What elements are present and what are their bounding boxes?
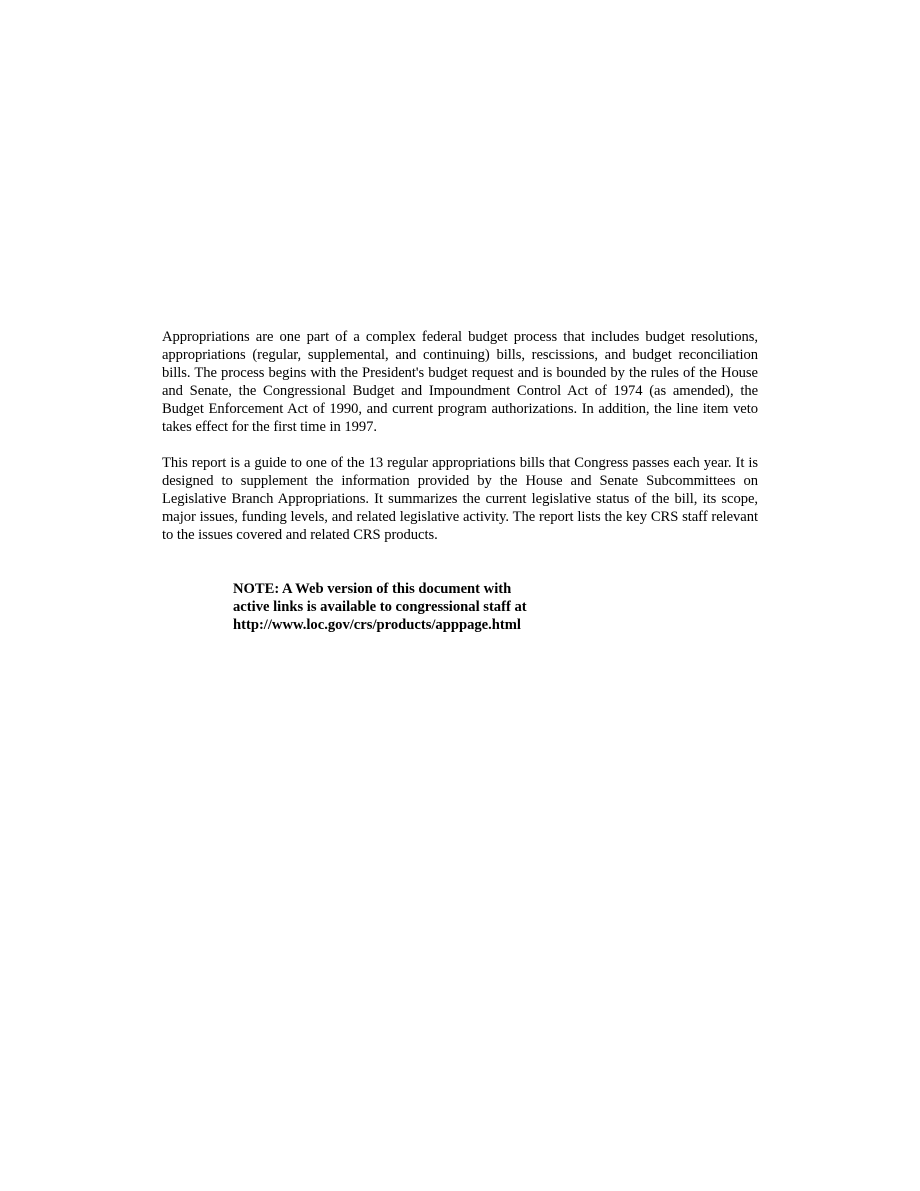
note-line-1: NOTE: A Web version of this document with — [233, 581, 512, 597]
web-version-note — [233, 580, 653, 634]
note-line-2: active links is available to congressional staff at — [233, 599, 527, 615]
report-purpose-paragraph: This report is a guide to one of the 13 regular appropriations bills that Congress passes each year. It is designed to supplement the information provided by the House and Senate Subcommittees on Legislative Branch Appropriations. It summarizes the current legislative status of the bill, its scope, major issues, funding levels, and related legislative activity. The report lists the key CRS staff relevant to the issues covered and related CRS products. — [162, 455, 758, 543]
note-url: http://www.loc.gov/crs/products/apppage.html — [233, 617, 521, 633]
intro-paragraph: Appropriations are one part of a complex federal budget process that includes budget resolutions, appropriations (regular, supplemental, and continuing) bills, rescissions, and budget reconciliation bills. The process begins with the President's budget request and is bounded by the rules of the House and Senate, the Congressional Budget and Impoundment Control Act of 1974 (as amended), the Budget Enforcement Act of 1990, and current program authorizations. In addition, the line item veto takes effect for the first time in 1997. — [162, 329, 758, 435]
